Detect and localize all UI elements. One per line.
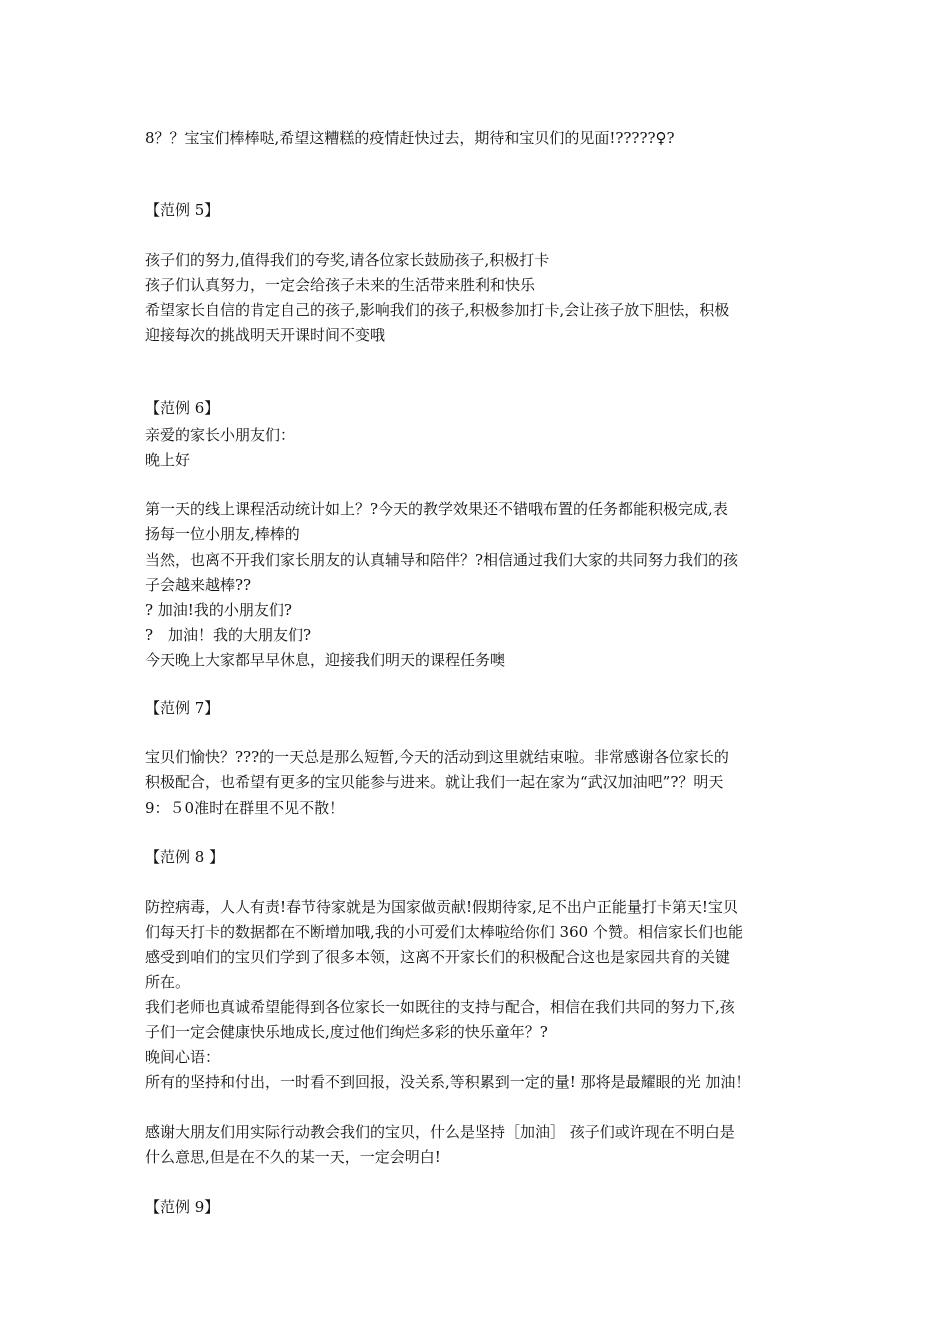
example-8-line-3: 感受到咱们的宝贝们学到了很多本领，这离不开家长们的积极配合这也是家园共育的关键 [145, 948, 731, 966]
example-5-heading: 【范例 5】 [145, 201, 220, 219]
example-5-line-1: 孩子们的努力,值得我们的夸奖,请各位家长鼓励孩子,积极打卡 [145, 251, 550, 269]
example-6-line-8: ? 加油！我的大朋友们? [145, 626, 312, 644]
example-5-line-3: 希望家长自信的肯定自己的孩子,影响我们的孩子,积极参加打卡,会让孩子放下胆怯，积极 [145, 301, 730, 319]
example-6-line-1: 亲爱的家长小朋友们： [145, 426, 296, 444]
example-7-line-2: 积极配合，也希望有更多的宝贝能参与进来。就让我们一起在家为“武汉加油吧”?？明天 [145, 773, 724, 791]
example-8-line-5: 我们老师也真诚希望能得到各位家长一如既往的支持与配合，相信在我们共同的努力下,孩 [145, 998, 735, 1016]
example-6-line-5: 当然，也离不开我们家长朋友的认真辅导和陪伴？?相信通过我们大家的共同努力我们的孩 [145, 551, 739, 569]
example-8-line-10: 什么意思,但是在不久的某一天，一定会明白! [145, 1148, 441, 1166]
example-5-line-2: 孩子们认真努力，一定会给孩子未来的生活带来胜利和快乐 [145, 276, 536, 294]
example-8-line-2: 们每天打卡的数据都在不断增加哦,我的小可爱们太棒啦给你们 360 个赞。相信家长们也能 [145, 923, 743, 941]
example-5-line-4: 迎接每次的挑战明天开课时间不变哦 [145, 326, 386, 344]
example-6-heading: 【范例 6】 [145, 399, 220, 417]
example-8-line-8: 所有的坚持和付出，一时看不到回报，没关系,等积累到一定的量! 那将是最耀眼的光 加油！ [145, 1073, 751, 1091]
example-6-line-4: 扬每一位小朋友,棒棒的 [145, 525, 300, 543]
example-8-line-7: 晚间心语： [145, 1048, 221, 1066]
example-6-line-6: 子会越来越棒?? [145, 576, 252, 594]
example-8-line-6: 子们一定会健康快乐地成长,度过他们绚烂多彩的快乐童年？? [145, 1023, 548, 1041]
example-9-heading: 【范例 9】 [145, 1198, 220, 1216]
example-6-line-2: 晚上好 [145, 451, 191, 469]
example-6-line-9: 今天晚上大家都早早休息，迎接我们明天的课程任务噢 [145, 651, 506, 669]
example-8-line-1: 防控病毒，人人有责!春节待家就是为国家做贡献!假期待家,足不出户正能量打卡第天!宝贝 [145, 898, 738, 916]
example-7-line-3: 9：５0准时在群里不见不散！ [145, 799, 345, 817]
example-8-line-4: 所在。 [145, 973, 191, 991]
example-7-heading: 【范例 7】 [145, 699, 220, 717]
example-7-line-1: 宝贝们愉快？???的一天总是那么短暂,今天的活动到这里就结束啦。非常感谢各位家长的 [145, 748, 729, 766]
example-8-line-9: 感谢大朋友们用实际行动教会我们的宝贝，什么是坚持［加油］ 孩子们或许现在不明白是 [145, 1123, 735, 1141]
example-6-line-3: 第一天的线上课程活动统计如上？?今天的教学效果还不错哦布置的任务都能积极完成,表 [145, 500, 728, 518]
intro-line-1: 8？？宝宝们棒棒哒,希望这糟糕的疫情赶快过去，期待和宝贝们的见面!?????♀? [145, 129, 675, 147]
example-8-heading: 【范例 8 】 [145, 848, 225, 866]
example-6-line-7: ? 加油!我的小朋友们? [145, 601, 292, 619]
